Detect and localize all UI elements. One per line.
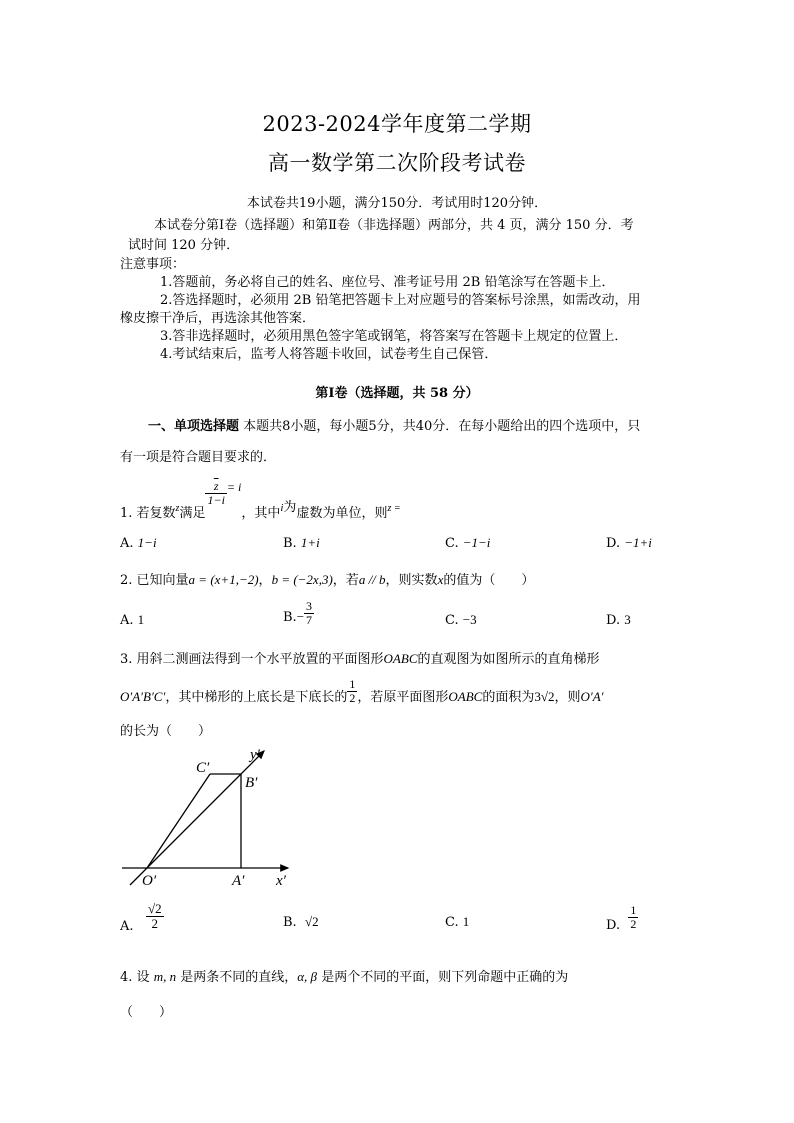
q2-text-d: 的值为（ ） <box>443 573 535 588</box>
label-y: y′ <box>250 747 260 763</box>
q2-option-a: A. 1 <box>120 612 145 628</box>
q1-option-b: B. 1+i <box>283 535 320 551</box>
q1-frac-den: 1−i <box>207 493 225 508</box>
q1-text-b: 满足 <box>179 506 206 522</box>
part-intro-line2: 有一项是符合题目要求的． <box>120 450 277 465</box>
q1-text-d: 为 <box>283 500 297 516</box>
part-label: 一、单项选择题 <box>148 419 240 434</box>
q1-fraction <box>205 480 226 507</box>
question-2-stem <box>120 569 534 588</box>
q2-comma: ， <box>258 573 272 588</box>
q1-var-i: i <box>280 502 284 515</box>
question-3-line3: 的长为（ ） <box>120 724 212 739</box>
q3-option-b: B. √2 <box>283 914 319 930</box>
q1-option-a: A. 1−i <box>120 535 157 551</box>
q3-option-c: C. 1 <box>445 914 470 930</box>
section-heading: 第Ⅰ卷（选择题，共 58 分） <box>315 386 479 401</box>
notes-heading: 注意事项： <box>120 257 186 272</box>
trapezoid-figure <box>118 742 298 892</box>
question-3-line1: 3. 用斜二测画法得到一个水平放置的平面图形OABC的直观图为如图所示的直角梯形 <box>120 651 600 667</box>
note-1: 1.答题前，务必将自己的姓名、座位号、准考证号用 2B 铅笔涂写在答题卡上． <box>160 275 615 290</box>
part-intro-line1 <box>148 415 640 434</box>
label-x: x′ <box>276 873 286 889</box>
exam-intro-line2: 试时间 120 分钟． <box>128 238 240 253</box>
q2-text-a: 2. 已知向量 <box>120 573 189 588</box>
question-1-stem <box>120 478 401 522</box>
q2-vector-a: a = (x+1,−2) <box>188 572 259 587</box>
note-3: 3.答非选择题时，必须用黑色签字笔或钢笔，将答案写在答题卡上规定的位置上． <box>160 329 628 344</box>
q1-text-a: 1. 若复数 <box>120 506 176 522</box>
segment-oc <box>147 774 210 868</box>
q2-parallel: a // b <box>358 572 386 587</box>
q2-text-b: ，若 <box>332 573 359 588</box>
q3-option-d: D. $\frac{1}{2}$ <box>606 903 637 934</box>
q1-text-c: ，其中 <box>241 506 281 522</box>
q1-eq-rhs: = i <box>226 480 242 495</box>
q1-var-z: z <box>175 503 180 515</box>
note-4: 4.考试结束后，监考人将答题卡收回，试卷考生自己保管． <box>160 347 498 362</box>
question-4-line1: 4. 设 m, n 是两条不同的直线，α, β 是两个不同的平面，则下列命题中正确的为 <box>120 969 569 985</box>
q1-option-d: D. −1+i <box>606 535 652 551</box>
note-2b: 橡皮擦干净后，再选涂其他答案． <box>120 311 316 326</box>
label-b: B′ <box>245 775 258 791</box>
question-3-line2: O′A′B′C′，其中梯形的上底长是下底长的 $\frac{1}{2}$ ，若原平面图形OABC的面积为3√2，则O′A′ <box>120 677 604 706</box>
label-o: O′ <box>142 873 157 889</box>
q2-text-c: ，则实数 <box>385 573 438 588</box>
q2-vector-b: b = (−2x,3) <box>271 572 333 587</box>
exam-intro-line1: 本试卷分第Ⅰ卷（选择题）和第Ⅱ卷（非选择题）两部分，共 4 页，满分 150 分．考 <box>154 218 634 233</box>
q1-text-f: z = <box>387 503 401 515</box>
exam-summary: 本试卷共19小题，满分150分．考试用时120分钟． <box>246 196 548 211</box>
q2-option-b: B.− $\frac{3}{7}$ <box>283 599 313 628</box>
label-c: C′ <box>196 760 210 776</box>
question-4-line2: （ ） <box>120 1005 173 1020</box>
note-2a: 2.答选择题时，必须用 2B 铅笔把答题卡上对应题号的答案标号涂黑，如需改动，用 <box>160 293 641 308</box>
q1-text-e: 虚数为单位，则 <box>296 506 388 522</box>
q3-option-a: A. $\frac{√2}{2}$ <box>120 901 162 935</box>
exam-title: 高一数学第二次阶段考试卷 <box>268 151 526 175</box>
part-desc: 本题共8小题，每小题5分，共40分．在每小题给出的四个选项中，只 <box>239 419 641 434</box>
label-a: A′ <box>232 873 245 889</box>
q2-var-x: x <box>437 572 444 587</box>
exam-term-title: 2023-2024学年度第二学期 <box>262 112 532 136</box>
q1-frac-num: $\overline{z}$ <box>205 480 226 494</box>
q2-option-d: D. 3 <box>606 612 631 628</box>
q1-option-c: C. −1−i <box>445 535 491 551</box>
q2-option-c: C. −3 <box>445 612 477 628</box>
